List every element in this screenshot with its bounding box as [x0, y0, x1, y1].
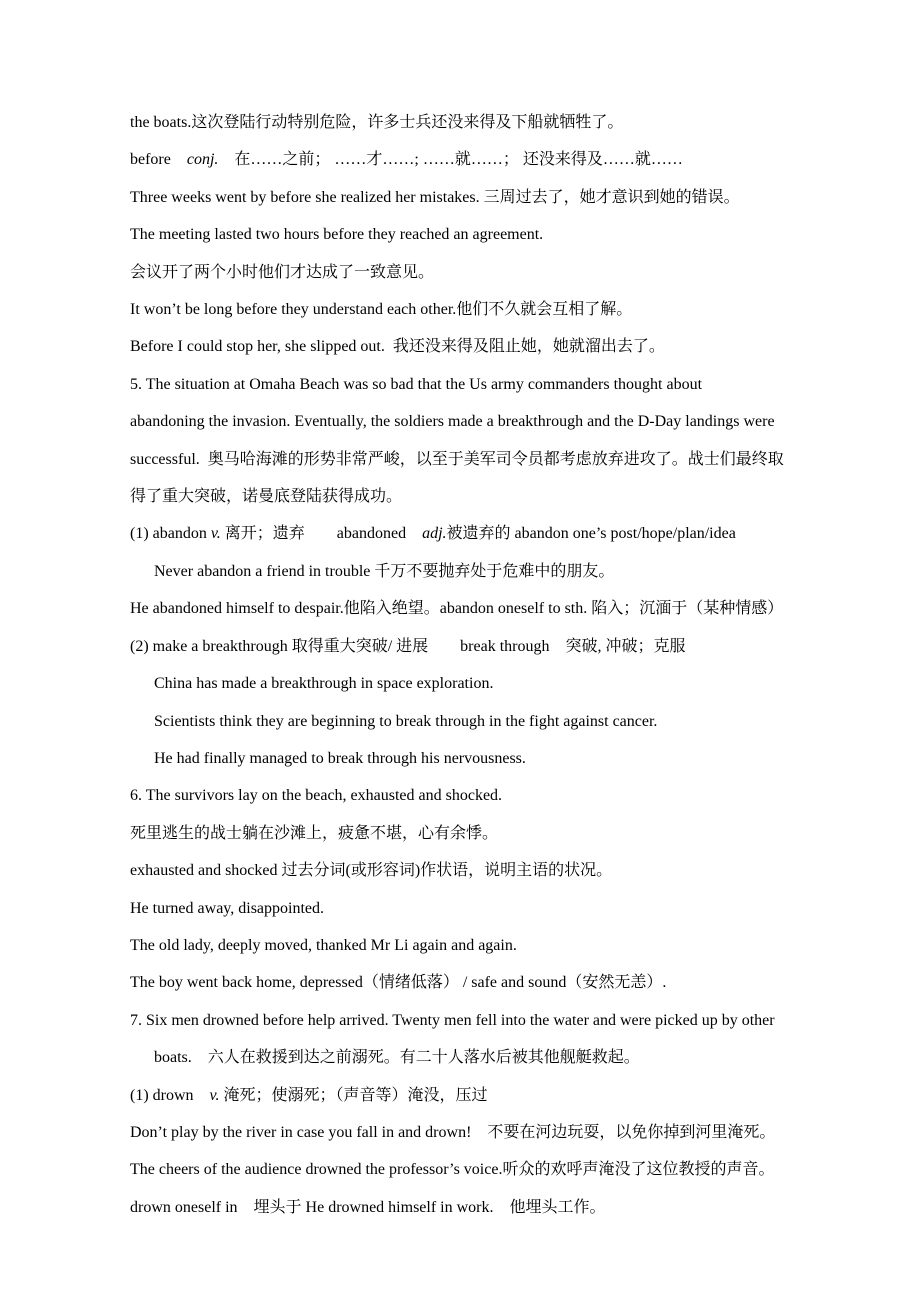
paragraph [130, 403, 830, 440]
paragraph [130, 590, 830, 627]
text-run: exhausted and shocked 过去分词(或形容词)作状语，说明主语的状况。 [130, 862, 613, 880]
paragraph [130, 1151, 830, 1188]
text-run: 5. The situation at Omaha Beach was so bad that the Us army commanders thought about [130, 375, 703, 393]
paragraph [130, 553, 830, 590]
text-run: China has made a breakthrough in space exploration. [154, 675, 494, 693]
paragraph [130, 1189, 830, 1226]
text-run: the boats.这次登陆行动特别危险，许多士兵还没来得及下船就牺牲了。 [130, 114, 624, 131]
paragraph [130, 890, 830, 927]
paragraph [130, 964, 830, 1001]
text-run: (1) drown [130, 1086, 210, 1104]
text-run-italic: conj. [186, 151, 219, 169]
paragraph [130, 740, 830, 777]
paragraph [130, 104, 830, 141]
text-run: It won’t be long before they understand each other.他们不久就会互相了解。 [130, 301, 633, 319]
paragraph [130, 927, 830, 964]
text-run: 7. Six men drowned before help arrived. Twenty men fell into the water and were picked up by other [130, 1011, 775, 1029]
paragraph [130, 1039, 830, 1076]
text-run: 淹死；使溺死；（声音等）淹没，压过 [219, 1086, 488, 1104]
paragraph [130, 703, 830, 740]
text-run: The old lady, deeply moved, thanked Mr Li again and again. [130, 936, 517, 954]
text-run: 会议开了两个小时他们才达成了一致意见。 [130, 263, 435, 281]
paragraph [130, 291, 830, 328]
document-content [130, 104, 830, 1226]
text-run: (2) make a breakthrough 取得重大突破/ 进展 break through 突破, 冲破；克服 [130, 637, 686, 655]
text-run: The meeting lasted two hours before they reached an agreement. [130, 226, 544, 244]
text-run: abandoning the invasion. Eventually, the soldiers made a breakthrough and the D-Day landings were [130, 413, 775, 431]
text-run: 得了重大突破，诺曼底登陆获得成功。 [130, 488, 403, 506]
text-run: Three weeks went by before she realized her mistakes. 三周过去了，她才意识到她的错误。 [130, 188, 740, 206]
paragraph [130, 328, 830, 365]
text-run: The boy went back home, depressed（情绪低落） / safe and sound（安然无恙）. [130, 974, 667, 992]
paragraph [130, 852, 830, 889]
text-run: He turned away, disappointed. [130, 899, 325, 917]
text-run-italic: v. [209, 1086, 220, 1104]
paragraph [130, 628, 830, 665]
text-run-italic: adj. [422, 525, 447, 543]
text-run: boats. 六人在救援到达之前溺死。有二十人落水后被其他舰艇救起。 [154, 1049, 640, 1067]
paragraph [130, 1114, 830, 1151]
paragraph [130, 366, 830, 403]
paragraph [130, 141, 830, 178]
paragraph [130, 478, 830, 515]
text-run: The cheers of the audience drowned the professor’s voice.听众的欢呼声淹没了这位教授的声音。 [130, 1161, 775, 1179]
paragraph [130, 179, 830, 216]
text-run: 6. The survivors lay on the beach, exhausted and shocked. [130, 787, 503, 805]
paragraph [130, 815, 830, 852]
text-run: Don’t play by the river in case you fall in and drown! 不要在河边玩耍，以免你掉到河里淹死。 [130, 1123, 776, 1141]
text-run: Never abandon a friend in trouble 千万不要抛弃处于危难中的朋友。 [154, 562, 615, 580]
text-run: Scientists think they are beginning to break through in the fight against cancer. [154, 712, 658, 730]
text-run-italic: v. [210, 525, 221, 543]
text-run: 被遗弃的 abandon one’s post/hope/plan/idea [446, 525, 736, 543]
paragraph [130, 216, 830, 253]
text-run: before [130, 151, 187, 169]
text-run: He had finally managed to break through his nervousness. [154, 749, 526, 767]
paragraph [130, 441, 830, 478]
paragraph [130, 515, 830, 552]
paragraph [130, 777, 830, 814]
text-run: (1) abandon [130, 525, 211, 543]
text-run: 死里逃生的战士躺在沙滩上，疲惫不堪，心有余悸。 [130, 824, 499, 842]
paragraph [130, 1002, 830, 1039]
text-run: successful. 奥马哈海滩的形势非常严峻，以至于美军司令员都考虑放弃进攻了。战士们最终取 [130, 450, 784, 468]
text-run: He abandoned himself to despair.他陷入绝望。abandon oneself to sth. 陷入；沉湎于（某种情感） [130, 600, 784, 618]
text-run: drown oneself in 埋头于 He drowned himself in work. 他埋头工作。 [130, 1198, 606, 1216]
paragraph [130, 1077, 830, 1114]
text-run: Before I could stop her, she slipped out. 我还没来得及阻止她，她就溜出去了。 [130, 338, 665, 356]
text-run: 在……之前； ……才……; ……就……； 还没来得及……就…… [218, 151, 683, 169]
paragraph [130, 665, 830, 702]
paragraph [130, 254, 830, 291]
text-run: 离开；遗弃 abandoned [220, 525, 423, 543]
